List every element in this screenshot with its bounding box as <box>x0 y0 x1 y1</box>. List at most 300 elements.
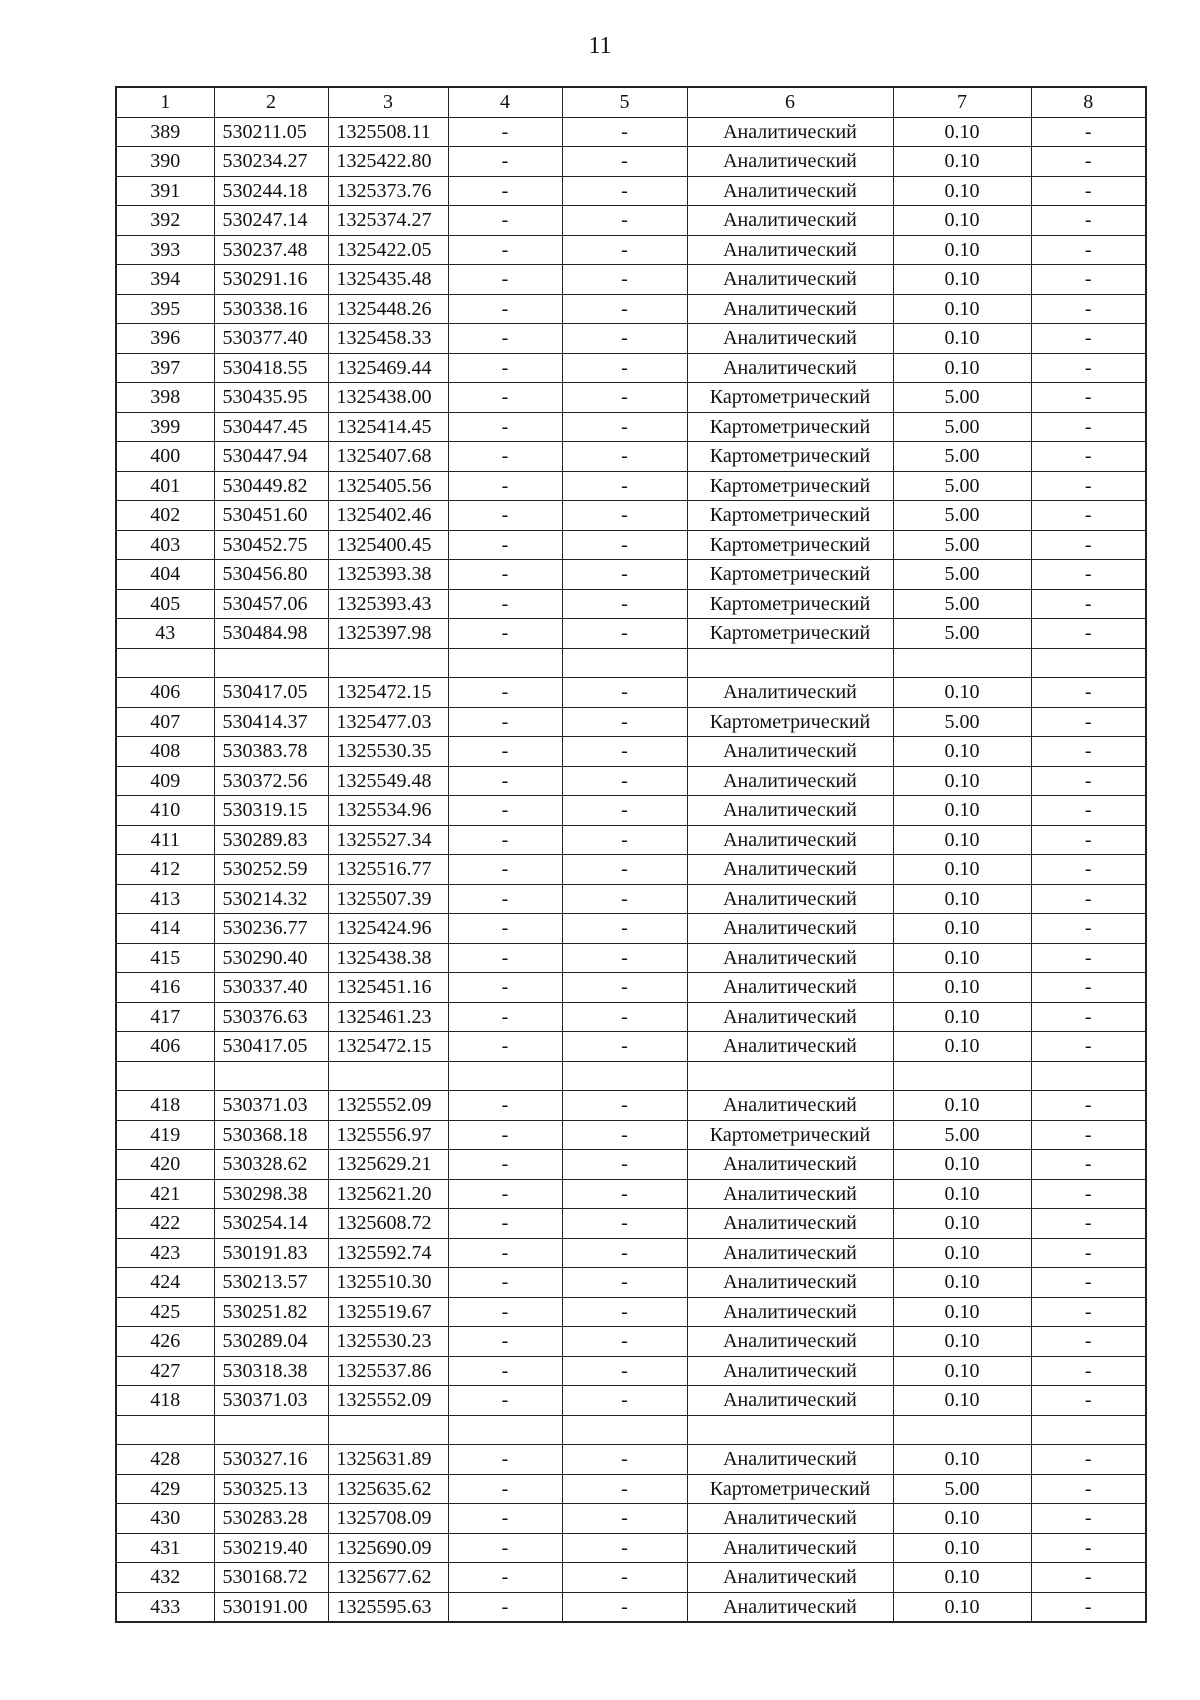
column-5-cell: - <box>562 1150 687 1180</box>
y-coordinate-cell: 1325530.23 <box>328 1327 448 1357</box>
y-coordinate-cell: 1325677.62 <box>328 1563 448 1593</box>
header-cell: 3 <box>328 87 448 117</box>
method-cell: Картометрический <box>687 471 893 501</box>
method-cell: Аналитический <box>687 176 893 206</box>
method-cell: Аналитический <box>687 943 893 973</box>
y-coordinate-cell: 1325438.00 <box>328 383 448 413</box>
method-cell: Аналитический <box>687 1563 893 1593</box>
column-4-cell: - <box>448 1386 562 1416</box>
column-5-cell: - <box>562 1563 687 1593</box>
column-8-cell <box>1031 1061 1146 1091</box>
x-coordinate-cell: 530289.04 <box>214 1327 328 1357</box>
column-8-cell: - <box>1031 1386 1146 1416</box>
table-row <box>116 589 1146 619</box>
accuracy-cell: 0.10 <box>893 1563 1031 1593</box>
point-number-cell: 408 <box>116 737 214 767</box>
header-cell: 7 <box>893 87 1031 117</box>
y-coordinate-cell: 1325472.15 <box>328 1032 448 1062</box>
header-cell: 6 <box>687 87 893 117</box>
point-number-cell: 418 <box>116 1091 214 1121</box>
column-4-cell: - <box>448 1238 562 1268</box>
column-4-cell: - <box>448 560 562 590</box>
accuracy-cell <box>893 1061 1031 1091</box>
column-5-cell: - <box>562 973 687 1003</box>
x-coordinate-cell: 530191.00 <box>214 1592 328 1622</box>
column-8-cell <box>1031 1415 1146 1445</box>
column-4-cell: - <box>448 206 562 236</box>
column-5-cell: - <box>562 1002 687 1032</box>
column-5-cell: - <box>562 678 687 708</box>
accuracy-cell: 0.10 <box>893 796 1031 826</box>
x-coordinate-cell: 530247.14 <box>214 206 328 236</box>
column-8-cell: - <box>1031 235 1146 265</box>
column-4-cell: - <box>448 1297 562 1327</box>
header-cell: 2 <box>214 87 328 117</box>
column-4-cell: - <box>448 1268 562 1298</box>
accuracy-cell: 5.00 <box>893 412 1031 442</box>
accuracy-cell: 0.10 <box>893 1386 1031 1416</box>
y-coordinate-cell: 1325631.89 <box>328 1445 448 1475</box>
method-cell: Аналитический <box>687 1327 893 1357</box>
method-cell: Аналитический <box>687 1533 893 1563</box>
column-5-cell: - <box>562 1032 687 1062</box>
column-5-cell: - <box>562 383 687 413</box>
column-4-cell: - <box>448 1209 562 1239</box>
x-coordinate-cell: 530417.05 <box>214 678 328 708</box>
column-4-cell: - <box>448 294 562 324</box>
y-coordinate-cell: 1325461.23 <box>328 1002 448 1032</box>
point-number-cell: 426 <box>116 1327 214 1357</box>
point-number-cell: 395 <box>116 294 214 324</box>
method-cell: Аналитический <box>687 1356 893 1386</box>
x-coordinate-cell: 530298.38 <box>214 1179 328 1209</box>
table-row <box>116 324 1146 354</box>
column-5-cell: - <box>562 1238 687 1268</box>
column-4-cell: - <box>448 1474 562 1504</box>
column-8-cell: - <box>1031 1327 1146 1357</box>
method-cell: Аналитический <box>687 324 893 354</box>
column-8-cell: - <box>1031 589 1146 619</box>
column-4-cell: - <box>448 442 562 472</box>
method-cell: Аналитический <box>687 1592 893 1622</box>
y-coordinate-cell: 1325414.45 <box>328 412 448 442</box>
column-4-cell: - <box>448 1563 562 1593</box>
x-coordinate-cell <box>214 648 328 678</box>
y-coordinate-cell: 1325690.09 <box>328 1533 448 1563</box>
column-8-cell: - <box>1031 560 1146 590</box>
column-5-cell: - <box>562 1209 687 1239</box>
table-row <box>116 1504 1146 1534</box>
y-coordinate-cell: 1325469.44 <box>328 353 448 383</box>
x-coordinate-cell: 530325.13 <box>214 1474 328 1504</box>
y-coordinate-cell: 1325422.05 <box>328 235 448 265</box>
column-4-cell: - <box>448 855 562 885</box>
y-coordinate-cell: 1325595.63 <box>328 1592 448 1622</box>
accuracy-cell: 0.10 <box>893 1297 1031 1327</box>
accuracy-cell: 5.00 <box>893 589 1031 619</box>
column-5-cell: - <box>562 619 687 649</box>
column-5-cell: - <box>562 206 687 236</box>
table-row <box>116 1356 1146 1386</box>
table-row <box>116 265 1146 295</box>
point-number-cell: 430 <box>116 1504 214 1534</box>
table-body <box>116 117 1146 1622</box>
x-coordinate-cell: 530377.40 <box>214 324 328 354</box>
header-cell: 5 <box>562 87 687 117</box>
point-number-cell: 401 <box>116 471 214 501</box>
coordinates-table <box>115 86 1147 1623</box>
column-5-cell: - <box>562 884 687 914</box>
column-8-cell: - <box>1031 1474 1146 1504</box>
method-cell: Аналитический <box>687 884 893 914</box>
y-coordinate-cell: 1325608.72 <box>328 1209 448 1239</box>
method-cell: Картометрический <box>687 442 893 472</box>
point-number-cell: 428 <box>116 1445 214 1475</box>
point-number-cell: 425 <box>116 1297 214 1327</box>
table-row <box>116 1002 1146 1032</box>
method-cell: Картометрический <box>687 619 893 649</box>
x-coordinate-cell: 530319.15 <box>214 796 328 826</box>
column-4-cell: - <box>448 176 562 206</box>
method-cell: Аналитический <box>687 1209 893 1239</box>
accuracy-cell: 0.10 <box>893 1209 1031 1239</box>
column-8-cell: - <box>1031 471 1146 501</box>
column-5-cell: - <box>562 265 687 295</box>
method-cell: Аналитический <box>687 1238 893 1268</box>
x-coordinate-cell: 530383.78 <box>214 737 328 767</box>
method-cell: Картометрический <box>687 530 893 560</box>
column-4-cell: - <box>448 1592 562 1622</box>
accuracy-cell: 0.10 <box>893 1002 1031 1032</box>
column-5-cell: - <box>562 825 687 855</box>
column-4-cell: - <box>448 1120 562 1150</box>
column-5-cell: - <box>562 1120 687 1150</box>
column-8-cell: - <box>1031 1209 1146 1239</box>
column-8-cell: - <box>1031 383 1146 413</box>
table-row <box>116 294 1146 324</box>
accuracy-cell: 5.00 <box>893 471 1031 501</box>
method-cell: Картометрический <box>687 589 893 619</box>
method-cell: Аналитический <box>687 235 893 265</box>
column-4-cell: - <box>448 1091 562 1121</box>
column-5-cell: - <box>562 147 687 177</box>
point-number-cell: 433 <box>116 1592 214 1622</box>
method-cell: Аналитический <box>687 914 893 944</box>
method-cell: Аналитический <box>687 1297 893 1327</box>
accuracy-cell: 0.10 <box>893 1356 1031 1386</box>
accuracy-cell <box>893 648 1031 678</box>
table-row <box>116 1592 1146 1622</box>
column-8-cell: - <box>1031 619 1146 649</box>
y-coordinate-cell: 1325448.26 <box>328 294 448 324</box>
point-number-cell: 394 <box>116 265 214 295</box>
column-4-cell: - <box>448 471 562 501</box>
y-coordinate-cell: 1325458.33 <box>328 324 448 354</box>
table-row <box>116 943 1146 973</box>
x-coordinate-cell: 530236.77 <box>214 914 328 944</box>
accuracy-cell: 0.10 <box>893 1150 1031 1180</box>
x-coordinate-cell: 530376.63 <box>214 1002 328 1032</box>
table-row <box>116 1179 1146 1209</box>
table-row <box>116 383 1146 413</box>
point-number-cell: 422 <box>116 1209 214 1239</box>
column-4-cell: - <box>448 383 562 413</box>
column-8-cell: - <box>1031 943 1146 973</box>
accuracy-cell: 0.10 <box>893 324 1031 354</box>
column-5-cell <box>562 1415 687 1445</box>
method-cell: Аналитический <box>687 1268 893 1298</box>
accuracy-cell: 5.00 <box>893 383 1031 413</box>
column-4-cell: - <box>448 353 562 383</box>
accuracy-cell: 5.00 <box>893 1474 1031 1504</box>
method-cell <box>687 1061 893 1091</box>
y-coordinate-cell: 1325621.20 <box>328 1179 448 1209</box>
x-coordinate-cell: 530254.14 <box>214 1209 328 1239</box>
column-4-cell <box>448 1061 562 1091</box>
table-row <box>116 1474 1146 1504</box>
method-cell: Картометрический <box>687 1120 893 1150</box>
column-5-cell: - <box>562 1386 687 1416</box>
accuracy-cell: 0.10 <box>893 353 1031 383</box>
accuracy-cell: 0.10 <box>893 1504 1031 1534</box>
column-4-cell: - <box>448 737 562 767</box>
column-4-cell: - <box>448 589 562 619</box>
point-number-cell: 398 <box>116 383 214 413</box>
table-row <box>116 973 1146 1003</box>
x-coordinate-cell: 530372.56 <box>214 766 328 796</box>
column-5-cell: - <box>562 117 687 147</box>
accuracy-cell: 0.10 <box>893 855 1031 885</box>
method-cell: Аналитический <box>687 1150 893 1180</box>
column-4-cell <box>448 648 562 678</box>
y-coordinate-cell: 1325552.09 <box>328 1386 448 1416</box>
accuracy-cell: 0.10 <box>893 825 1031 855</box>
column-5-cell: - <box>562 560 687 590</box>
column-4-cell: - <box>448 1504 562 1534</box>
x-coordinate-cell: 530449.82 <box>214 471 328 501</box>
x-coordinate-cell: 530244.18 <box>214 176 328 206</box>
table-row <box>116 1150 1146 1180</box>
column-8-cell: - <box>1031 855 1146 885</box>
point-number-cell: 432 <box>116 1563 214 1593</box>
method-cell: Картометрический <box>687 560 893 590</box>
accuracy-cell: 0.10 <box>893 206 1031 236</box>
point-number-cell: 396 <box>116 324 214 354</box>
table-row <box>116 884 1146 914</box>
y-coordinate-cell: 1325435.48 <box>328 265 448 295</box>
column-8-cell: - <box>1031 914 1146 944</box>
column-5-cell: - <box>562 324 687 354</box>
column-4-cell: - <box>448 943 562 973</box>
accuracy-cell: 5.00 <box>893 501 1031 531</box>
table-row <box>116 471 1146 501</box>
page-number: 11 <box>588 33 612 59</box>
y-coordinate-cell: 1325451.16 <box>328 973 448 1003</box>
column-8-cell: - <box>1031 796 1146 826</box>
accuracy-cell: 0.10 <box>893 678 1031 708</box>
accuracy-cell: 0.10 <box>893 265 1031 295</box>
point-number-cell: 409 <box>116 766 214 796</box>
column-8-cell: - <box>1031 530 1146 560</box>
column-4-cell: - <box>448 1327 562 1357</box>
column-8-cell: - <box>1031 353 1146 383</box>
x-coordinate-cell: 530191.83 <box>214 1238 328 1268</box>
column-5-cell: - <box>562 1504 687 1534</box>
column-5-cell: - <box>562 412 687 442</box>
column-5-cell: - <box>562 353 687 383</box>
table-row <box>116 1091 1146 1121</box>
column-5-cell: - <box>562 1179 687 1209</box>
column-4-cell: - <box>448 501 562 531</box>
x-coordinate-cell: 530214.32 <box>214 884 328 914</box>
method-cell: Аналитический <box>687 855 893 885</box>
table-row <box>116 1120 1146 1150</box>
y-coordinate-cell: 1325438.38 <box>328 943 448 973</box>
method-cell: Аналитический <box>687 1504 893 1534</box>
y-coordinate-cell: 1325635.62 <box>328 1474 448 1504</box>
method-cell: Аналитический <box>687 737 893 767</box>
y-coordinate-cell: 1325400.45 <box>328 530 448 560</box>
accuracy-cell: 0.10 <box>893 1238 1031 1268</box>
y-coordinate-cell: 1325592.74 <box>328 1238 448 1268</box>
point-number-cell: 423 <box>116 1238 214 1268</box>
point-number-cell: 413 <box>116 884 214 914</box>
table-row <box>116 235 1146 265</box>
x-coordinate-cell: 530251.82 <box>214 1297 328 1327</box>
x-coordinate-cell: 530435.95 <box>214 383 328 413</box>
table-row <box>116 766 1146 796</box>
column-4-cell: - <box>448 265 562 295</box>
x-coordinate-cell: 530418.55 <box>214 353 328 383</box>
column-8-cell: - <box>1031 1002 1146 1032</box>
x-coordinate-cell: 530337.40 <box>214 973 328 1003</box>
y-coordinate-cell: 1325393.43 <box>328 589 448 619</box>
point-number-cell: 410 <box>116 796 214 826</box>
x-coordinate-cell: 530457.06 <box>214 589 328 619</box>
header-cell: 1 <box>116 87 214 117</box>
header-row <box>116 87 1146 117</box>
table-row <box>116 796 1146 826</box>
column-4-cell: - <box>448 914 562 944</box>
point-number-cell: 393 <box>116 235 214 265</box>
column-4-cell: - <box>448 1032 562 1062</box>
column-4-cell: - <box>448 707 562 737</box>
column-8-cell: - <box>1031 1533 1146 1563</box>
x-coordinate-cell: 530451.60 <box>214 501 328 531</box>
column-5-cell: - <box>562 1474 687 1504</box>
y-coordinate-cell <box>328 1415 448 1445</box>
column-8-cell: - <box>1031 1445 1146 1475</box>
table-row <box>116 914 1146 944</box>
column-4-cell: - <box>448 678 562 708</box>
point-number-cell: 412 <box>116 855 214 885</box>
table-row <box>116 560 1146 590</box>
y-coordinate-cell: 1325397.98 <box>328 619 448 649</box>
y-coordinate-cell: 1325402.46 <box>328 501 448 531</box>
accuracy-cell: 5.00 <box>893 619 1031 649</box>
column-8-cell <box>1031 648 1146 678</box>
column-5-cell: - <box>562 1592 687 1622</box>
column-5-cell: - <box>562 235 687 265</box>
x-coordinate-cell: 530289.83 <box>214 825 328 855</box>
method-cell: Аналитический <box>687 973 893 1003</box>
column-5-cell: - <box>562 294 687 324</box>
accuracy-cell: 0.10 <box>893 176 1031 206</box>
column-5-cell: - <box>562 855 687 885</box>
table-row <box>116 1238 1146 1268</box>
y-coordinate-cell: 1325393.38 <box>328 560 448 590</box>
x-coordinate-cell: 530371.03 <box>214 1386 328 1416</box>
column-8-cell: - <box>1031 117 1146 147</box>
accuracy-cell: 0.10 <box>893 1533 1031 1563</box>
table-row <box>116 855 1146 885</box>
column-4-cell: - <box>448 619 562 649</box>
column-4-cell: - <box>448 973 562 1003</box>
column-5-cell: - <box>562 471 687 501</box>
column-8-cell: - <box>1031 1091 1146 1121</box>
x-coordinate-cell: 530168.72 <box>214 1563 328 1593</box>
method-cell: Аналитический <box>687 353 893 383</box>
table-row <box>116 1061 1146 1091</box>
method-cell: Аналитический <box>687 1445 893 1475</box>
point-number-cell: 390 <box>116 147 214 177</box>
header-cell: 8 <box>1031 87 1146 117</box>
column-8-cell: - <box>1031 973 1146 1003</box>
x-coordinate-cell <box>214 1061 328 1091</box>
y-coordinate-cell: 1325519.67 <box>328 1297 448 1327</box>
column-8-cell: - <box>1031 294 1146 324</box>
method-cell: Аналитический <box>687 825 893 855</box>
column-4-cell: - <box>448 324 562 354</box>
column-8-cell: - <box>1031 737 1146 767</box>
column-5-cell: - <box>562 914 687 944</box>
point-number-cell: 424 <box>116 1268 214 1298</box>
column-5-cell: - <box>562 1297 687 1327</box>
table-row <box>116 707 1146 737</box>
column-4-cell: - <box>448 235 562 265</box>
accuracy-cell: 0.10 <box>893 294 1031 324</box>
x-coordinate-cell: 530484.98 <box>214 619 328 649</box>
y-coordinate-cell: 1325516.77 <box>328 855 448 885</box>
table-row <box>116 825 1146 855</box>
column-5-cell: - <box>562 796 687 826</box>
table-row <box>116 147 1146 177</box>
point-number-cell: 391 <box>116 176 214 206</box>
y-coordinate-cell: 1325537.86 <box>328 1356 448 1386</box>
table-header <box>116 87 1146 117</box>
point-number-cell <box>116 648 214 678</box>
column-8-cell: - <box>1031 176 1146 206</box>
x-coordinate-cell: 530318.38 <box>214 1356 328 1386</box>
column-8-cell: - <box>1031 1120 1146 1150</box>
method-cell: Картометрический <box>687 501 893 531</box>
table-row <box>116 619 1146 649</box>
y-coordinate-cell: 1325510.30 <box>328 1268 448 1298</box>
accuracy-cell: 0.10 <box>893 914 1031 944</box>
point-number-cell: 411 <box>116 825 214 855</box>
column-4-cell: - <box>448 1002 562 1032</box>
column-8-cell: - <box>1031 324 1146 354</box>
point-number-cell: 421 <box>116 1179 214 1209</box>
point-number-cell <box>116 1061 214 1091</box>
x-coordinate-cell: 530414.37 <box>214 707 328 737</box>
x-coordinate-cell: 530291.16 <box>214 265 328 295</box>
y-coordinate-cell: 1325422.80 <box>328 147 448 177</box>
y-coordinate-cell: 1325507.39 <box>328 884 448 914</box>
column-8-cell: - <box>1031 1592 1146 1622</box>
column-8-cell: - <box>1031 1504 1146 1534</box>
method-cell: Аналитический <box>687 796 893 826</box>
